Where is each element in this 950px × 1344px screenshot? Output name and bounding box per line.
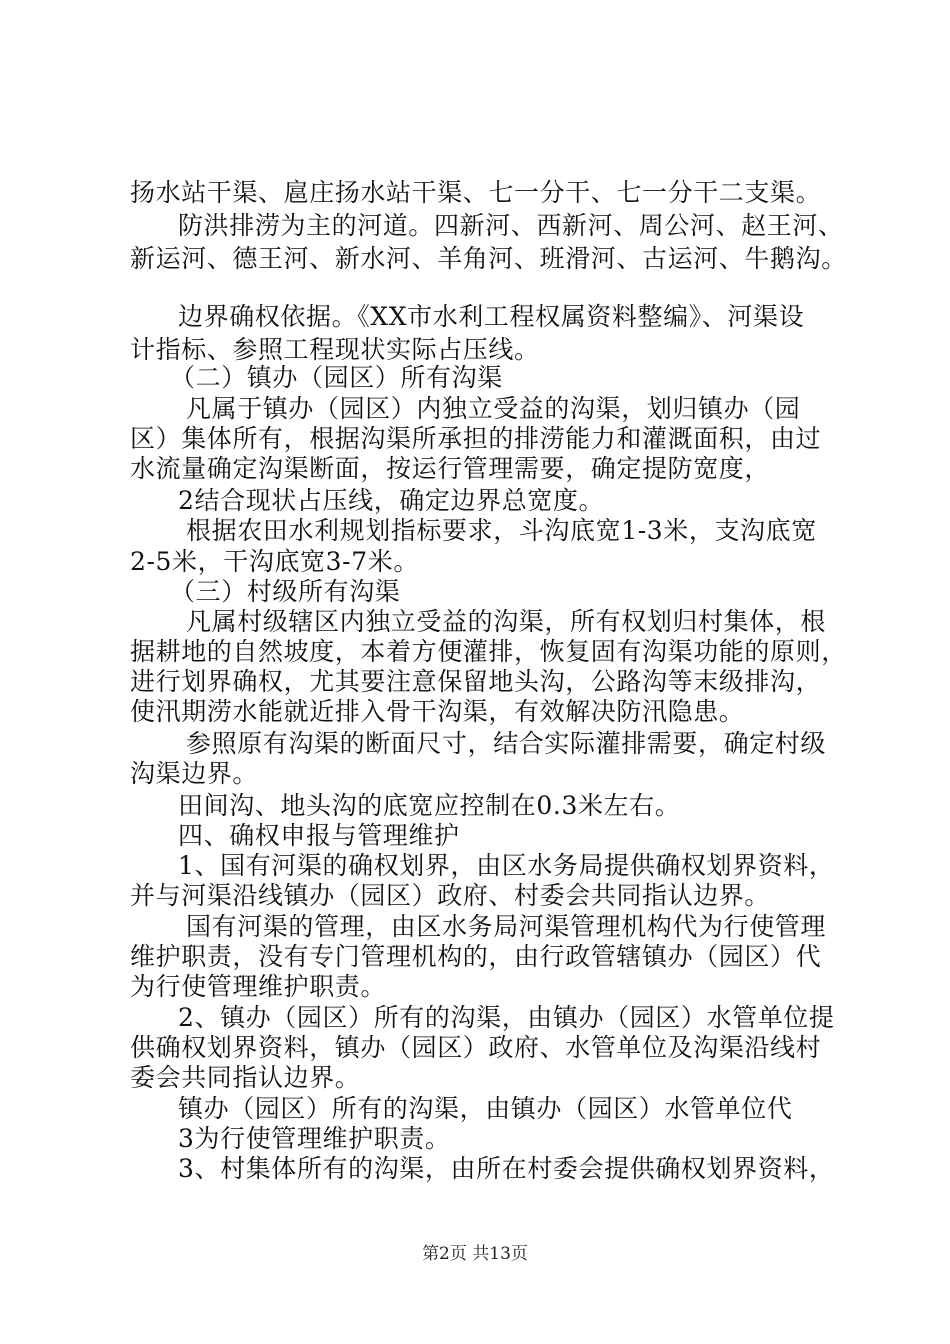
- body-line-32: 3、村集体所有的沟渠，由所在村委会提供确权划界资料，: [178, 1154, 835, 1183]
- body-line-15: 据耕地的自然坡度，本着方便灌排，恢复固有沟渠功能的原则，: [130, 637, 847, 666]
- body-line-24: 国有河渠的管理，由区水务局河渠管理机构代为行使管理: [186, 912, 827, 941]
- body-line-18: 参照原有沟渠的断面尺寸，结合实际灌排需要，确定村级: [186, 729, 827, 758]
- body-line-14: 凡属村级辖区内独立受益的沟渠，所有权划归村集体，根: [186, 607, 827, 636]
- body-line-25: 维护职责，没有专门管理机构的，由行政管辖镇办（园区）代: [130, 942, 822, 971]
- body-line-8: 区）集体所有，根据沟渠所承担的排涝能力和灌溉面积，由过: [130, 424, 822, 453]
- body-line-9: 水流量确定沟渠断面，按运行管理需要，确定提防宽度，: [130, 454, 771, 483]
- body-line-16: 进行划界确权，尤其要注意保留地头沟，公路沟等末级排沟，: [130, 667, 822, 696]
- body-line-12: 2-5米，干沟底宽3-7米。: [130, 547, 419, 576]
- section-heading-village-ditches: （三）村级所有沟渠: [170, 577, 401, 606]
- body-line-7: 凡属于镇办（园区）内独立受益的沟渠，划归镇办（园: [186, 394, 801, 423]
- section-heading-four: 四、确权申报与管理维护: [178, 821, 460, 850]
- body-line-26: 为行使管理维护职责。: [130, 972, 387, 1001]
- page-number-footer: 第2页 共13页: [422, 1244, 528, 1264]
- section-heading-town-ditches: （二）镇办（园区）所有沟渠: [170, 363, 503, 392]
- body-line-28: 供确权划界资料，镇办（园区）政府、水管单位及沟渠沿线村: [130, 1033, 822, 1062]
- body-line-29: 委会共同指认边界。: [130, 1063, 361, 1092]
- body-line-17: 使汛期涝水能就近排入骨干沟渠，有效解决防汛隐患。: [130, 697, 745, 726]
- body-line-22: 1、国有河渠的确权划界，由区水务局提供确权划界资料，: [178, 851, 835, 880]
- body-line-3: 新运河、德王河、新水河、羊角河、班滑河、古运河、牛鹅沟。: [130, 244, 847, 273]
- body-line-31: 3为行使管理维护职责。: [178, 1124, 451, 1153]
- body-line-4: 边界确权依据。《XX市水利工程权属资料整编》、河渠设: [178, 302, 805, 331]
- body-line-20: 田间沟、地头沟的底宽应控制在0.3米左右。: [178, 791, 681, 820]
- body-line-10: 2结合现状占压线，确定边界总宽度。: [178, 486, 605, 515]
- body-line-1: 扬水站干渠、扈庄扬水站干渠、七一分干、七一分干二支渠。: [130, 178, 822, 207]
- body-line-30: 镇办（园区）所有的沟渠，由镇办（园区）水管单位代: [178, 1094, 793, 1123]
- body-line-11: 根据农田水利规划指标要求，斗沟底宽1-3米，支沟底宽: [186, 516, 817, 545]
- body-line-23: 并与河渠沿线镇办（园区）政府、村委会共同指认边界。: [130, 881, 771, 910]
- body-line-5: 计指标、参照工程现状实际占压线。: [130, 335, 540, 364]
- body-line-19: 沟渠边界。: [130, 759, 259, 788]
- body-line-27: 2、镇办（园区）所有的沟渠，由镇办（园区）水管单位提: [178, 1003, 835, 1032]
- body-line-2: 防洪排涝为主的河道。四新河、西新河、周公河、赵王河、: [178, 211, 844, 240]
